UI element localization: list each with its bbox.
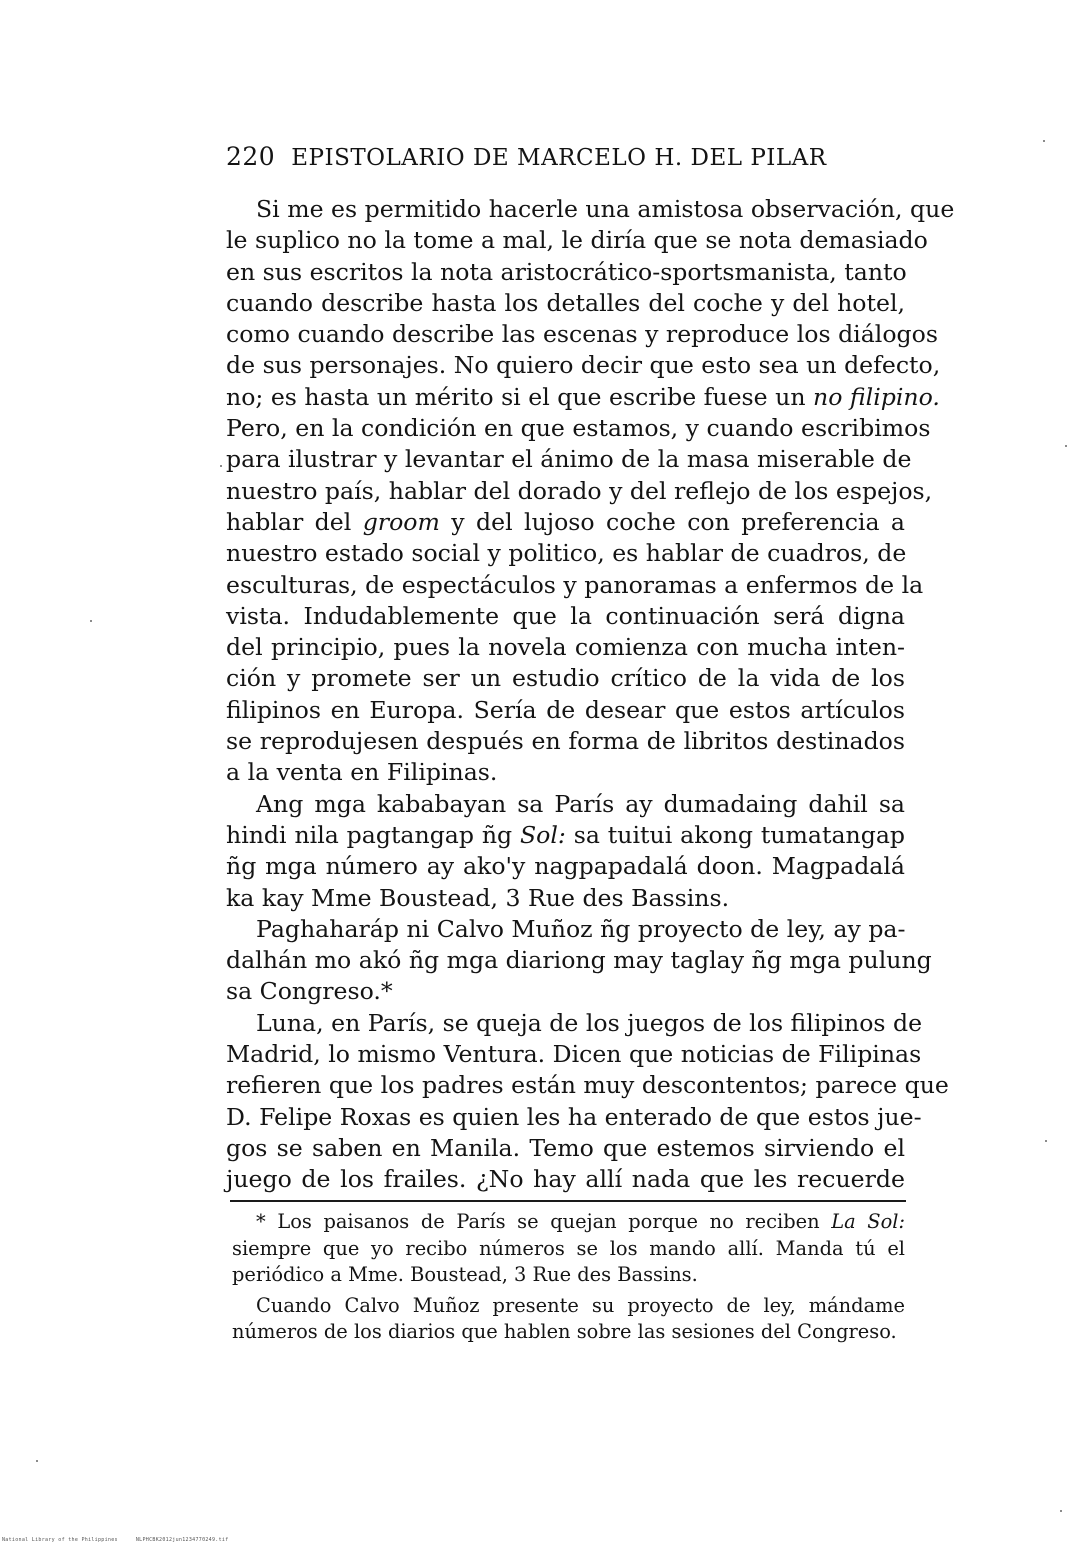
- italic-groom: groom: [362, 507, 440, 536]
- text-line: sa Congreso.*: [226, 977, 393, 1006]
- scan-speck: [1060, 1510, 1062, 1512]
- text-line: refieren que los padres están muy descontentos; parece que: [226, 1071, 949, 1100]
- text-line: ñg mga número ay ako'y nagpapadalá doon. Magpadalá: [226, 852, 905, 881]
- text-line: Ang mga kababayan sa París ay dumadaing dahil sa: [256, 789, 905, 818]
- text-line: Si me es permitido hacerle una amistosa observación, que: [256, 195, 955, 223]
- scan-stamp: [2, 1537, 247, 1543]
- text-segment: sa tuitui akong tumatangap: [573, 820, 905, 849]
- text-line: cuando describe hasta los detalles del coche y del hotel,: [226, 288, 905, 317]
- text-line: D. Felipe Roxas es quien les ha enterado de que estos jue-: [226, 1102, 922, 1131]
- scan-speck: [1065, 445, 1067, 447]
- text-line: [226, 820, 905, 851]
- scan-speck: [1045, 1140, 1047, 1142]
- scan-speck: [220, 465, 222, 467]
- footnote-line: números de los diarios que hablen sobre las sesiones del Congreso.: [232, 1320, 897, 1343]
- footnotes: [232, 1209, 905, 1346]
- footnote-line: [232, 1209, 905, 1236]
- text-line: se reprodujesen después en forma de libritos destinados: [226, 727, 905, 756]
- text-line: esculturas, de espectáculos y panoramas a enfermos de la: [226, 570, 924, 599]
- text-line: ción y promete ser un estudio crítico de la vida de los: [226, 664, 905, 693]
- text-line: juego de los frailes. ¿No hay allí nada que les recuerde: [226, 1165, 905, 1194]
- scan-speck: [1043, 140, 1045, 142]
- text-line: en sus escritos la nota aristocrático-sportsmanista, tanto: [226, 257, 907, 286]
- text-line: le suplico no la tome a mal, le diría que se nota demasiado: [226, 226, 928, 255]
- text-line: Madrid, lo mismo Ventura. Dicen que noticias de Filipinas: [226, 1040, 922, 1069]
- text-line: [226, 382, 940, 413]
- text-line: nuestro estado social y politico, es hablar de cuadros, de: [226, 539, 907, 568]
- text-line: gos se saben en Manila. Temo que estemos sirviendo el: [226, 1133, 905, 1162]
- page-number: 220: [226, 142, 276, 171]
- text-segment: hablar del: [226, 507, 352, 536]
- italic-la-sol: La Sol:: [831, 1210, 905, 1233]
- running-header: [226, 142, 906, 176]
- text-line: dalhán mo akó ñg mga diariong may taglay ñg mga pulung: [226, 946, 932, 975]
- text-line: filipinos en Europa. Sería de desear que estos artículos: [226, 695, 905, 724]
- file-id-stamp: NLPHCBK2012jun1234770249.tif: [135, 1537, 229, 1543]
- footnote-divider: [230, 1200, 906, 1202]
- body-text: [226, 194, 955, 1196]
- text-line: Luna, en París, se queja de los juegos de los filipinos de: [256, 1008, 923, 1037]
- text-segment: hindi nila pagtangap ñg: [226, 820, 513, 849]
- text-line: Pero, en la condición en que estamos, y cuando escribimos: [226, 414, 931, 443]
- text-segment: y del lujoso coche con preferencia a: [451, 507, 905, 536]
- text-line: [226, 507, 905, 538]
- text-line: como cuando describe las escenas y reproduce los diálogos: [226, 320, 938, 349]
- text-segment: * Los paisanos de París se quejan porque no reciben: [256, 1210, 820, 1233]
- text-line: para ilustrar y levantar el ánimo de la masa miserable de: [226, 445, 912, 474]
- footnote-line: Cuando Calvo Muñoz presente su proyecto de ley, mándame: [256, 1293, 905, 1317]
- text-segment: no; es hasta un mérito si el que escribe fuese un: [226, 382, 806, 411]
- italic-no-filipino: no filipino.: [813, 382, 940, 411]
- italic-sol: Sol:: [520, 820, 566, 849]
- text-line: a la venta en Filipinas.: [226, 758, 498, 787]
- text-line: ka kay Mme Boustead, 3 Rue des Bassins.: [226, 883, 730, 912]
- running-title: EPISTOLARIO DE MARCELO H. DEL PILAR: [291, 145, 827, 171]
- footnote-line: siempre que yo recibo números se los mando allí. Manda tú el: [232, 1236, 905, 1260]
- text-line: vista. Indudablemente que la continuación será digna: [226, 601, 905, 630]
- text-line: nuestro país, hablar del dorado y del reflejo de los espejos,: [226, 476, 933, 505]
- text-line: de sus personajes. No quiero decir que esto sea un defecto,: [226, 351, 941, 380]
- footnote-line: periódico a Mme. Boustead, 3 Rue des Bassins.: [232, 1263, 698, 1286]
- library-stamp: National Library of the Philippines: [2, 1537, 118, 1543]
- scan-speck: [36, 1460, 38, 1462]
- scan-speck: [90, 620, 92, 622]
- text-line: del principio, pues la novela comienza con mucha inten-: [226, 633, 905, 662]
- text-line: Paghaharáp ni Calvo Muñoz ñg proyecto de ley, ay pa-: [256, 914, 906, 943]
